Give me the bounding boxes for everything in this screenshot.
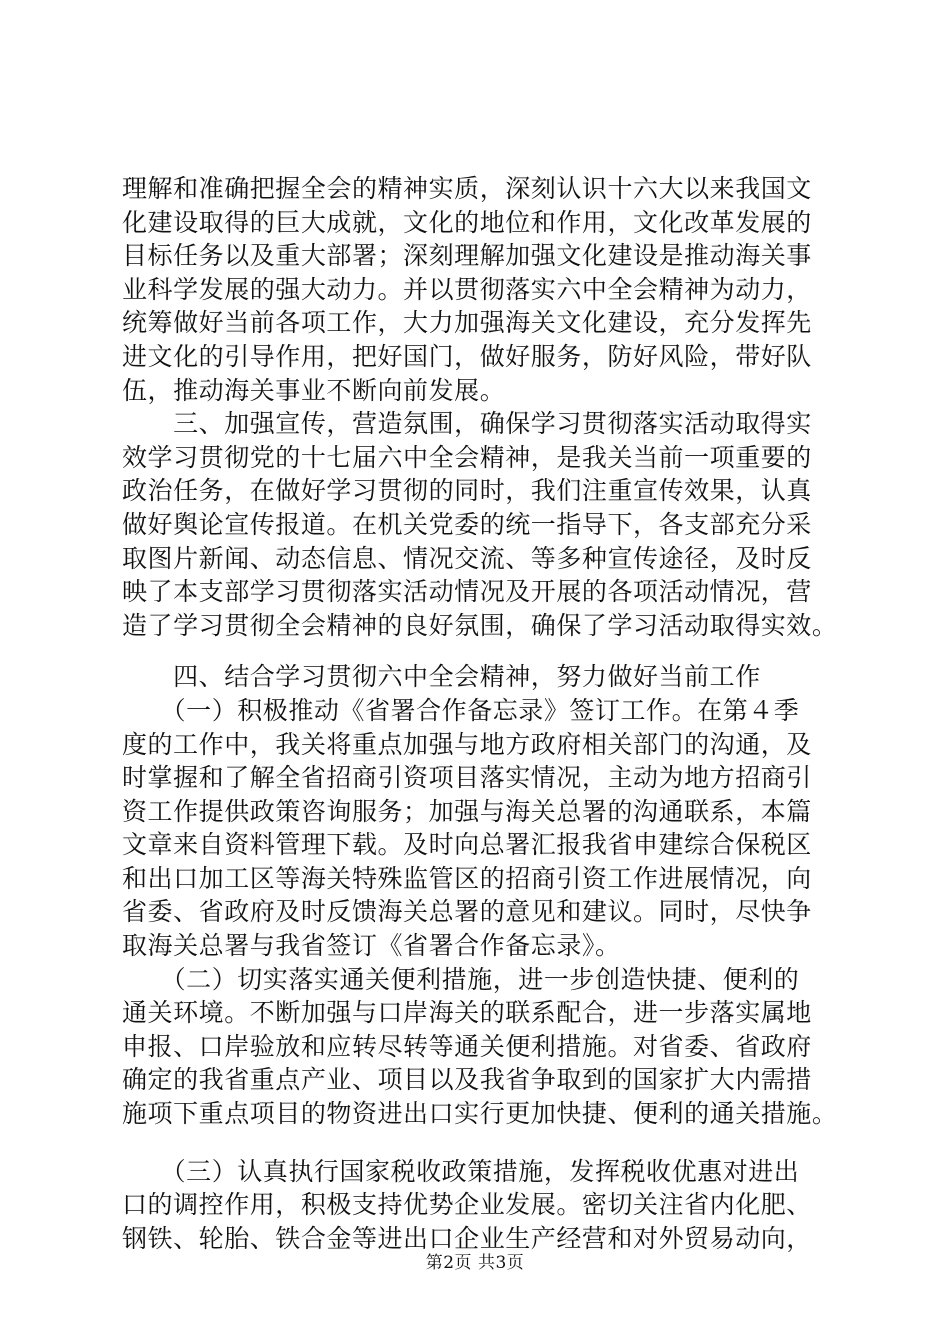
text-line: 理解和准确把握全会的精神实质，深刻认识十六大以来我国文 — [122, 174, 812, 203]
document-body — [122, 172, 842, 1255]
text-line: 化建设取得的巨大成就，文化的地位和作用，文化改革发展的 — [122, 207, 812, 237]
text-line: 资工作提供政策咨询服务；加强与海关总署的沟通联系，本篇 — [122, 796, 812, 826]
text-line: 做好舆论宣传报道。在机关党委的统一指导下，各支部充分采 — [122, 509, 812, 539]
text-line: 取海关总署与我省签订《省署合作备忘录》。 — [122, 931, 621, 961]
text-line: 统筹做好当前各项工作，大力加强海关文化建设，充分发挥先 — [122, 308, 812, 338]
text-line: 通关环境。不断加强与口岸海关的联系配合，进一步落实属地 — [122, 998, 812, 1028]
page-footer: 第2页 共3页 — [425, 1253, 525, 1273]
text-line: （三）认真执行国家税收政策措施，发挥税收优惠对进出 — [122, 1156, 800, 1186]
paragraph-gap — [122, 1131, 842, 1155]
text-line: 省委、省政府及时反馈海关总署的意见和建议。同时，尽快争 — [122, 897, 812, 927]
text-line: 文章来自资料管理下载。及时向总署汇报我省申建综合保税区 — [122, 830, 812, 860]
text-line: （二）切实落实通关便利措施，进一步创造快捷、便利的 — [122, 964, 800, 994]
text-line: 目标任务以及重大部署；深刻理解加强文化建设是推动海关事 — [122, 241, 812, 271]
text-line: 三、加强宣传，营造氛围，确保学习贯彻落实活动取得实 — [122, 409, 812, 439]
text-line: 映了本支部学习贯彻落实活动情况及开展的各项活动情况，营 — [122, 577, 812, 607]
text-line: 和出口加工区等海关特殊监管区的招商引资工作进展情况，向 — [122, 863, 812, 893]
paragraph-block-3 — [122, 1155, 842, 1256]
text-line: 申报、口岸验放和应转尽转等通关便利措施。对省委、省政府 — [122, 1031, 812, 1061]
text-line: 取图片新闻、动态信息、情况交流、等多种宣传途径，及时反 — [122, 543, 812, 573]
text-line: 口的调控作用，积极支持优势企业发展。密切关注省内化肥、 — [122, 1190, 812, 1220]
text-line: 进文化的引导作用，把好国门，做好服务，防好风险，带好队 — [122, 341, 812, 371]
text-line: 效学习贯彻党的十七届六中全会精神，是我关当前一项重要的 — [122, 442, 812, 472]
text-line: 伍，推动海关事业不断向前发展。 — [122, 375, 506, 405]
paragraph-block-1 — [122, 172, 842, 642]
text-line: 钢铁、轮胎、铁合金等进出口企业生产经营和对外贸易动向， — [122, 1223, 812, 1253]
text-line: 政治任务，在做好学习贯彻的同时，我们注重宣传效果，认真 — [122, 476, 812, 506]
paragraph-block-2 — [122, 660, 842, 1130]
text-line: 时掌握和了解全省招商引资项目落实情况，主动为地方招商引 — [122, 763, 812, 793]
text-line: 施项下重点项目的物资进出口实行更加快捷、便利的通关措施。 — [122, 1099, 838, 1129]
text-line: 四、结合学习贯彻六中全会精神，努力做好当前工作 — [122, 662, 761, 692]
paragraph-gap — [122, 642, 842, 660]
text-line: 业科学发展的强大动力。并以贯彻落实六中全会精神为动力， — [122, 274, 812, 304]
text-line: （一）积极推动《省署合作备忘录》签订工作。在第４季 — [122, 695, 800, 725]
text-line: 度的工作中，我关将重点加强与地方政府相关部门的沟通，及 — [122, 729, 812, 759]
text-line: 确定的我省重点产业、项目以及我省争取到的国家扩大内需措 — [122, 1065, 812, 1095]
text-line: 造了学习贯彻全会精神的良好氛围，确保了学习活动取得实效。 — [122, 610, 838, 640]
